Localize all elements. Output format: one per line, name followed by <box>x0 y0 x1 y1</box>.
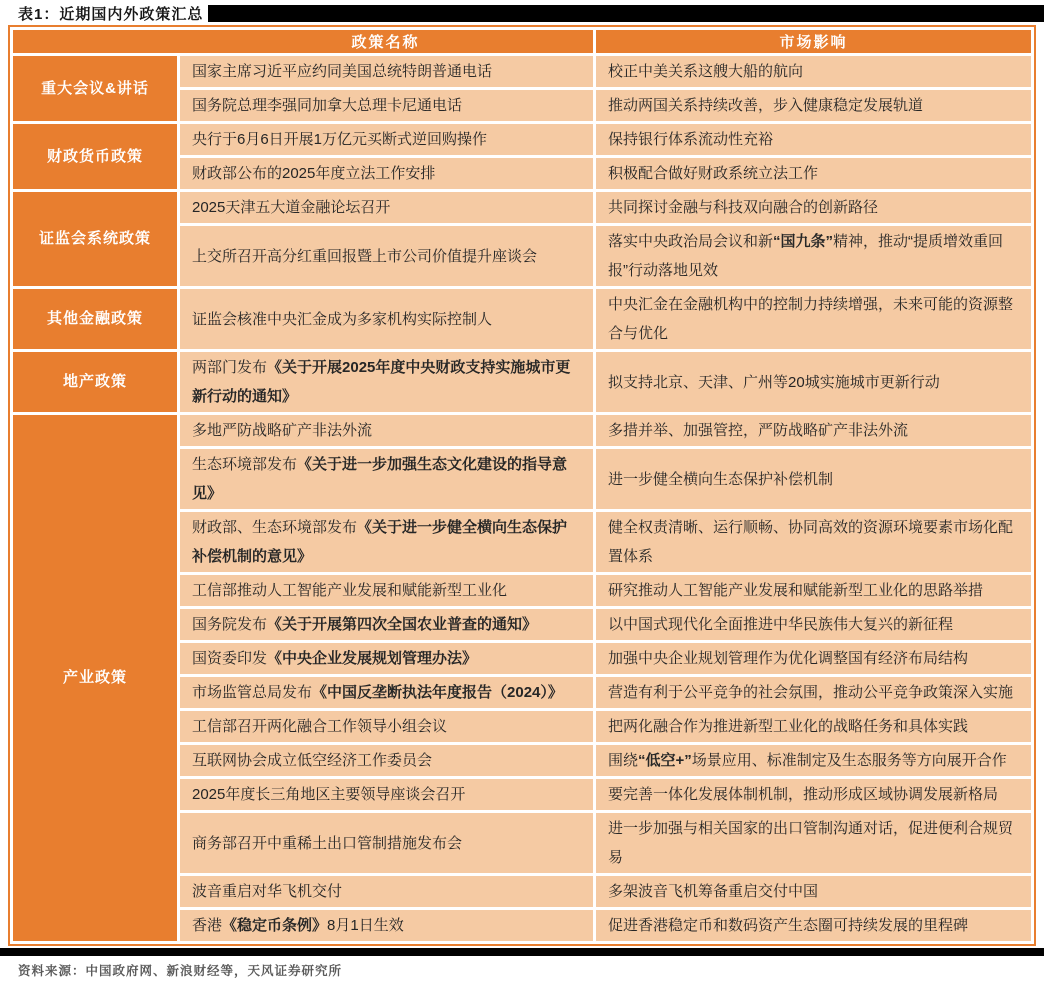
text-segment: 场景应用、标准制定及生态服务等方向展开合作 <box>691 752 1007 769</box>
category-cell: 证监会系统政策 <box>13 192 177 286</box>
bold-text-segment: 《关于进一步健全横向生态保护补偿机制的意见》 <box>192 519 568 565</box>
table-row <box>13 289 1031 349</box>
text-segment: 财政部公布的2025年度立法工作安排 <box>192 165 436 182</box>
text-segment: 围绕 <box>608 752 639 769</box>
text-segment: 要完善一体化发展体制机制，推动形成区域协调发展新格局 <box>608 786 999 803</box>
impact-cell <box>596 876 1031 907</box>
category-cell: 财政货币政策 <box>13 124 177 189</box>
text-segment: 多措并举、加强管控，严防战略矿产非法外流 <box>608 422 909 439</box>
bold-text-segment: 《关于开展2025年度中央财政支持实施城市更新行动的通知》 <box>192 359 571 405</box>
policy-cell <box>180 779 593 810</box>
impact-cell <box>596 226 1031 286</box>
policy-cell <box>180 226 593 286</box>
category-cell: 地产政策 <box>13 352 177 412</box>
impact-cell <box>596 449 1031 509</box>
text-segment: 中央汇金在金融机构中的控制力持续增强，未来可能的资源整合与优化 <box>608 296 1014 342</box>
text-segment: 多地严防战略矿产非法外流 <box>192 422 373 439</box>
text-segment: 加强中央企业规划管理作为优化调整国有经济布局结构 <box>608 650 969 667</box>
bottom-redaction-bar <box>0 948 1044 956</box>
impact-cell <box>596 512 1031 572</box>
policy-cell <box>180 677 593 708</box>
page-title: 表1：近期国内外政策汇总 <box>18 5 204 23</box>
text-segment: 工信部召开两化融合工作领导小组会议 <box>192 718 448 735</box>
text-segment: 营造有利于公平竞争的社会氛围，推动公平竞争政策深入实施 <box>608 684 1014 701</box>
text-segment: 工信部推动人工智能产业发展和赋能新型工业化 <box>192 582 508 599</box>
text-segment: 推动两国关系持续改善，步入健康稳定发展轨道 <box>608 97 924 114</box>
category-cell: 产业政策 <box>13 415 177 941</box>
category-cell: 其他金融政策 <box>13 289 177 349</box>
text-segment: 国务院总理李强同加拿大总理卡尼通电话 <box>192 97 463 114</box>
table-row <box>13 56 1031 87</box>
text-segment: 多架波音飞机筹备重启交付中国 <box>608 883 819 900</box>
text-segment: 2025天津五大道金融论坛召开 <box>192 199 391 216</box>
text-segment: 上交所召开高分红重回报暨上市公司价值提升座谈会 <box>192 247 538 265</box>
text-segment: 国资委印发 <box>192 650 268 667</box>
text-segment: 互联网协会成立低空经济工作委员会 <box>192 752 433 769</box>
table-header <box>13 30 1031 53</box>
text-segment: 8月1日生效 <box>327 917 404 934</box>
text-segment: 2025年度长三角地区主要领导座谈会召开 <box>192 786 466 803</box>
text-segment: 国家主席习近平应约同美国总统特朗普通电话 <box>192 63 493 80</box>
text-segment: 精神，推动“提质增效重回报”行动落地见效 <box>608 233 1004 279</box>
text-segment: 两部门发布 <box>192 359 268 376</box>
text-segment: 拟支持北京、天津、广州等20城实施城市更新行动 <box>608 373 940 391</box>
text-segment: 进一步加强与相关国家的出口管制沟通对话，促进便利合规贸易 <box>608 820 1014 866</box>
impact-cell <box>596 352 1031 412</box>
impact-cell <box>596 158 1031 189</box>
policy-header-cell: 政策名称 <box>13 30 593 53</box>
bold-text-segment: “国九条” <box>773 233 834 250</box>
impact-cell <box>596 289 1031 349</box>
text-segment: 波音重启对华飞机交付 <box>192 883 343 900</box>
policy-table-body <box>13 56 1031 941</box>
impact-cell <box>596 415 1031 446</box>
table-row <box>13 124 1031 155</box>
text-segment: 健全权责清晰、运行顺畅、协同高效的资源环境要素市场化配置体系 <box>608 519 1014 565</box>
text-segment: 央行于6月6日开展1万亿元买断式逆回购操作 <box>192 131 488 148</box>
text-segment: 研究推动人工智能产业发展和赋能新型工业化的思路举措 <box>608 582 984 599</box>
text-segment: 国务院发布 <box>192 616 268 633</box>
policy-cell <box>180 90 593 121</box>
text-segment: 把两化融合作为推进新型工业化的战略任务和具体实践 <box>608 718 969 735</box>
bold-text-segment: 《关于开展第四次全国农业普查的通知》 <box>267 616 538 633</box>
bold-text-segment: 《中央企业发展规划管理办法》 <box>267 650 478 667</box>
text-segment: 证监会核准中央汇金成为多家机构实际控制人 <box>192 310 493 328</box>
impact-cell <box>596 90 1031 121</box>
impact-cell <box>596 745 1031 776</box>
impact-cell <box>596 192 1031 223</box>
text-segment: 校正中美关系这艘大船的航向 <box>608 63 804 80</box>
table-row <box>13 192 1031 223</box>
policy-cell <box>180 876 593 907</box>
policy-cell <box>180 711 593 742</box>
bold-text-segment: 《中国反垄断执法年度报告（2024）》 <box>312 684 563 701</box>
text-segment: 以中国式现代化全面推进中华民族伟大复兴的新征程 <box>608 616 954 633</box>
text-segment: 落实中央政治局会议和新 <box>608 233 774 250</box>
impact-header-cell: 市场影响 <box>596 30 1031 53</box>
policy-cell <box>180 192 593 223</box>
redaction-bar <box>208 5 1044 22</box>
impact-cell <box>596 910 1031 941</box>
text-segment: 商务部召开中重稀土出口管制措施发布会 <box>192 834 463 852</box>
text-segment: 保持银行体系流动性充裕 <box>608 131 774 148</box>
impact-cell <box>596 779 1031 810</box>
policy-cell <box>180 158 593 189</box>
impact-cell <box>596 677 1031 708</box>
text-segment: 共同探讨金融与科技双向融合的创新路径 <box>608 199 879 216</box>
policy-cell <box>180 289 593 349</box>
impact-cell <box>596 609 1031 640</box>
policy-cell <box>180 124 593 155</box>
text-segment: 生态环境部发布 <box>192 456 298 473</box>
policy-cell <box>180 449 593 509</box>
bold-text-segment: “低空+” <box>638 752 692 769</box>
text-segment: 市场监管总局发布 <box>192 684 313 701</box>
text-segment: 进一步健全横向生态保护补偿机制 <box>608 470 834 488</box>
impact-cell <box>596 575 1031 606</box>
policy-cell <box>180 415 593 446</box>
policy-cell <box>180 512 593 572</box>
policy-cell <box>180 813 593 873</box>
policy-cell <box>180 575 593 606</box>
header-row <box>13 30 1031 53</box>
policy-cell <box>180 910 593 941</box>
impact-cell <box>596 124 1031 155</box>
table-row <box>13 415 1031 446</box>
table-row <box>13 352 1031 412</box>
policy-cell <box>180 745 593 776</box>
policy-cell <box>180 609 593 640</box>
text-segment: 积极配合做好财政系统立法工作 <box>608 165 819 182</box>
impact-cell <box>596 643 1031 674</box>
source-note: 资料来源：中国政府网、新浪财经等，天风证券研究所 <box>18 964 343 978</box>
bold-text-segment: 《关于进一步加强生态文化建设的指导意见》 <box>192 456 568 502</box>
impact-cell <box>596 813 1031 873</box>
policy-cell <box>180 352 593 412</box>
impact-cell <box>596 711 1031 742</box>
text-segment: 促进香港稳定币和数码资产生态圈可持续发展的里程碑 <box>608 917 969 934</box>
policy-table <box>8 25 1036 946</box>
title-bar <box>0 0 1044 23</box>
category-cell: 重大会议&讲话 <box>13 56 177 121</box>
text-segment: 财政部、生态环境部发布 <box>192 519 358 536</box>
text-segment: 香港 <box>192 917 223 934</box>
impact-cell <box>596 56 1031 87</box>
policy-cell <box>180 643 593 674</box>
bold-text-segment: 《稳定币条例》 <box>222 917 328 934</box>
policy-cell <box>180 56 593 87</box>
